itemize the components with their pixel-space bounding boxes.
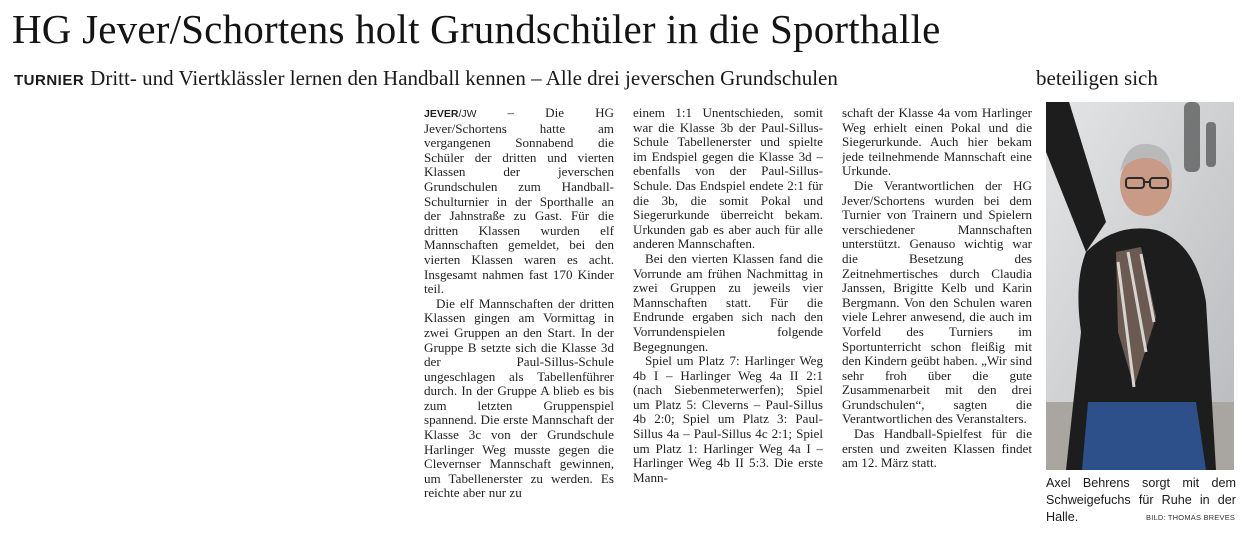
paragraph: Die elf Mannschaften der dritten Klassen gingen am Vormittag in zwei Gruppen an den Start. In der Gruppe B setzte sich die Klasse 3d der Paul-Sillus-Schule ungeschlagen als Tabellenführer durch. In der Gruppe A blieb es bis zum letzten Gruppenspiel spannend. Die erste Mannschaft der Klasse 3c von der Grundschule Harlinger Weg musste gegen die Clevernser Mannschaft gewinnen, um Tabellenerster zu werden. Es reichte aber nur zu xyxy=(424,295,614,501)
paragraph: Das Handball-Spielfest für die ersten und zweiten Klassen findet am 12. März statt. xyxy=(842,426,1032,471)
subheadline-text: Dritt- und Viertklässler lernen den Handball kennen – Alle drei jeverschen Grundschulen xyxy=(90,66,838,90)
dateline-place: JEVER xyxy=(424,108,459,120)
subheadline-tail: beteiligen sich xyxy=(1036,66,1158,90)
paragraph: Bei den vierten Klassen fand die Vorrunde am frühen Nachmittag in zwei Gruppen zu jeweils vier Mannschaften statt. Für die Endrunde ergaben sich nach den Vorrundenspielen folgende Begegnungen. xyxy=(633,250,823,354)
subheadline xyxy=(14,64,1158,92)
headline: HG Jever/Schortens holt Grundschüler in die Sporthalle xyxy=(12,6,941,52)
paragraph xyxy=(424,106,614,297)
photo-credit: BILD: THOMAS BREVES xyxy=(1146,513,1236,522)
paragraph: Die Verantwortlichen der HG Jever/Schortens wurden bei dem Turnier von Trainern und Spielern verschiedener Mannschaften unterstützt. Genauso wichtig war die Besetzung des Zeitnehmertisches durch Claudia Janssen, Brigitte Kelb und Karin Bergmann. Von den Schulen waren viele Lehrer anwesend, die auch im Vorfeld des Turniers im Sportunterricht schon fleißig mit den Kindern geübt haben. „Wir sind sehr froh über die gute Zusammenarbeit mit den drei Grundschulen“, sagten die Verantwortlichen des Veranstalters. xyxy=(842,177,1032,427)
article-column-2 xyxy=(633,106,823,536)
article-column-1 xyxy=(424,106,614,536)
article-column-3 xyxy=(842,106,1032,536)
paragraph: einem 1:1 Unentschieden, somit war die Klasse 3b der Paul-Sillus-Schule Tabellenerster und spielte im Endspiel gegen die Klasse 3d – ebenfalls von der Paul-Sillus-Schule. Das Endspiel endete 2:1 für die 3b, die somit Pokal und Siegerurkunde überreicht bekam. Urkunden gab es aber auch für alle anderen Mannschaften. xyxy=(633,106,823,252)
dateline-author: /JW xyxy=(458,108,477,120)
kicker-label: TURNIER xyxy=(14,72,85,89)
paragraph: schaft der Klasse 4a vom Harlinger Weg erhielt einen Pokal und die Siegerurkunde. Auch hier bekam jede teilnehmende Mannschaft eine Urkunde. xyxy=(842,106,1032,179)
photo-caption: Axel Behrens sorgt mit dem Schweigefuchs für Ruhe in der Halle. xyxy=(1046,476,1236,524)
photo-illustration xyxy=(1046,102,1234,470)
paragraph: Spiel um Platz 7: Harlinger Weg 4b I – Harlinger Weg 4a II 2:1 (nach Siebenmeterwerfen); Spiel um Platz 5: Cleverns – Paul-Sillus 4b 2:0; Spiel um Platz 3: Paul-Sillus 4a – Paul-Sillus 4c 2:1; Spiel um Platz 1: Harlinger Weg 4a I – Harlinger Weg 4b II 5:3. Die erste Mann- xyxy=(633,353,823,485)
article-photo xyxy=(1046,102,1234,470)
paragraph-text: – Die HG Jever/Schortens hatte am vergangenen Sonnabend die Schüler der dritten und vierten Klassen der jeverschen Grundschulen zum Handball-Schulturnier in der Sporthalle an der Jahnstraße zu Gast. Für die dritten Klassen wurden elf Mannschaften gemeldet, bei den vierten Klassen waren es acht. Insgesamt nahmen fast 170 Kinder teil. xyxy=(424,106,614,297)
dateline xyxy=(424,108,477,120)
